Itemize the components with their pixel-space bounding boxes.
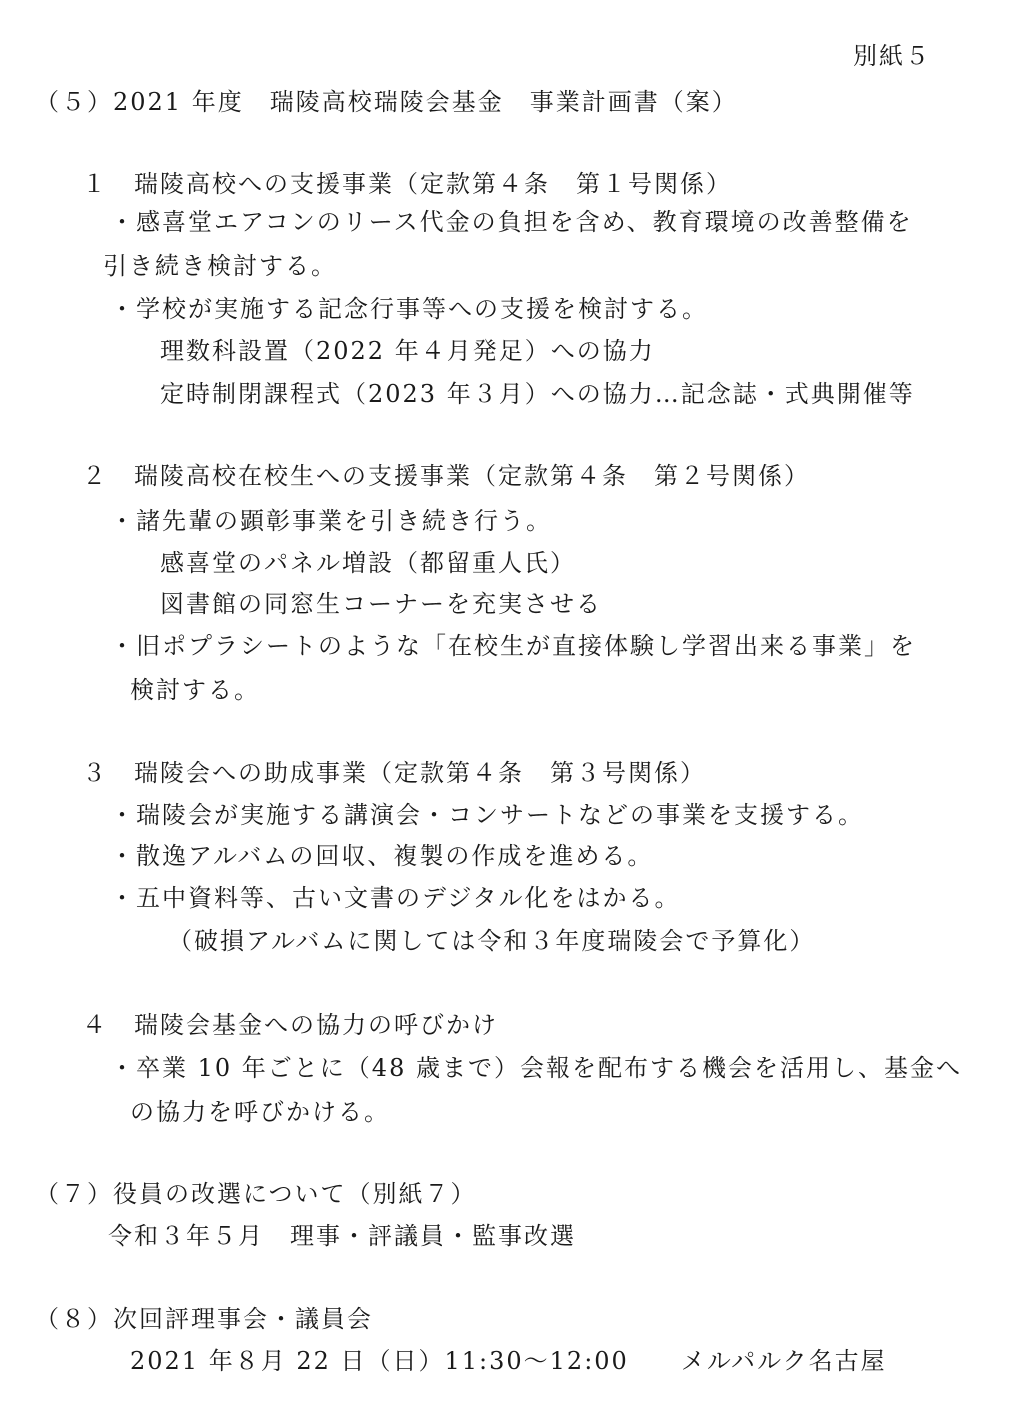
item2-bullet1: ・諸先輩の顕彰事業を引き続き行う。 (110, 507, 552, 535)
item3-heading: ３ 瑞陵会への助成事業（定款第４条 第３号関係） (82, 759, 706, 787)
item4-heading: ４ 瑞陵会基金への協力の呼びかけ (82, 1011, 498, 1039)
item2-heading: ２ 瑞陵高校在校生への支援事業（定款第４条 第２号関係） (82, 462, 810, 490)
item1-bullet2-sub1: 理数科設置（2022 年４月発足）への協力 (160, 337, 655, 365)
item2-bullet2-line2: 検討する。 (130, 676, 260, 704)
section8-detail: 2021 年８月 22 日（日）11:30～12:00 メルパルク名古屋 (130, 1347, 887, 1375)
section7-detail: 令和３年５月 理事・評議員・監事改選 (108, 1222, 576, 1250)
item1-bullet1-line2: 引き続き検討する。 (103, 252, 337, 280)
section5-title: （５）2021 年度 瑞陵高校瑞陵会基金 事業計画書（案） (35, 88, 738, 116)
item3-bullet1: ・瑞陵会が実施する講演会・コンサートなどの事業を支援する。 (110, 801, 864, 829)
section8-heading: （８）次回評理事会・議員会 (35, 1305, 373, 1333)
item1-bullet1-line1: ・感喜堂エアコンのリース代金の負担を含め、教育環境の改善整備を (110, 208, 913, 236)
item1-bullet2-sub2: 定時制閉課程式（2023 年３月）への協力…記念誌・式典開催等 (160, 380, 915, 408)
item2-bullet1-sub2: 図書館の同窓生コーナーを充実させる (160, 590, 602, 618)
attachment-label: 別紙５ (853, 42, 931, 70)
item4-bullet1-line1: ・卒業 10 年ごとに（48 歳まで）会報を配布する機会を活用し、基金へ (110, 1054, 962, 1082)
item1-heading: １ 瑞陵高校への支援事業（定款第４条 第１号関係） (82, 170, 732, 198)
item3-bullet2: ・散逸アルバムの回収、複製の作成を進める。 (110, 842, 654, 870)
section7-heading: （７）役員の改選について（別紙７） (35, 1180, 477, 1208)
item3-bullet3-sub: （破損アルバムに関しては令和３年度瑞陵会で予算化） (168, 927, 816, 955)
item2-bullet2-line1: ・旧ポプラシートのような「在校生が直接体験し学習出来る事業」を (110, 632, 916, 660)
item4-bullet1-line2: の協力を呼びかける。 (130, 1098, 390, 1126)
item3-bullet3: ・五中資料等、古い文書のデジタル化をはかる。 (110, 884, 681, 912)
item1-bullet2: ・学校が実施する記念行事等への支援を検討する。 (110, 295, 708, 323)
item2-bullet1-sub1: 感喜堂のパネル増設（都留重人氏） (160, 549, 576, 577)
